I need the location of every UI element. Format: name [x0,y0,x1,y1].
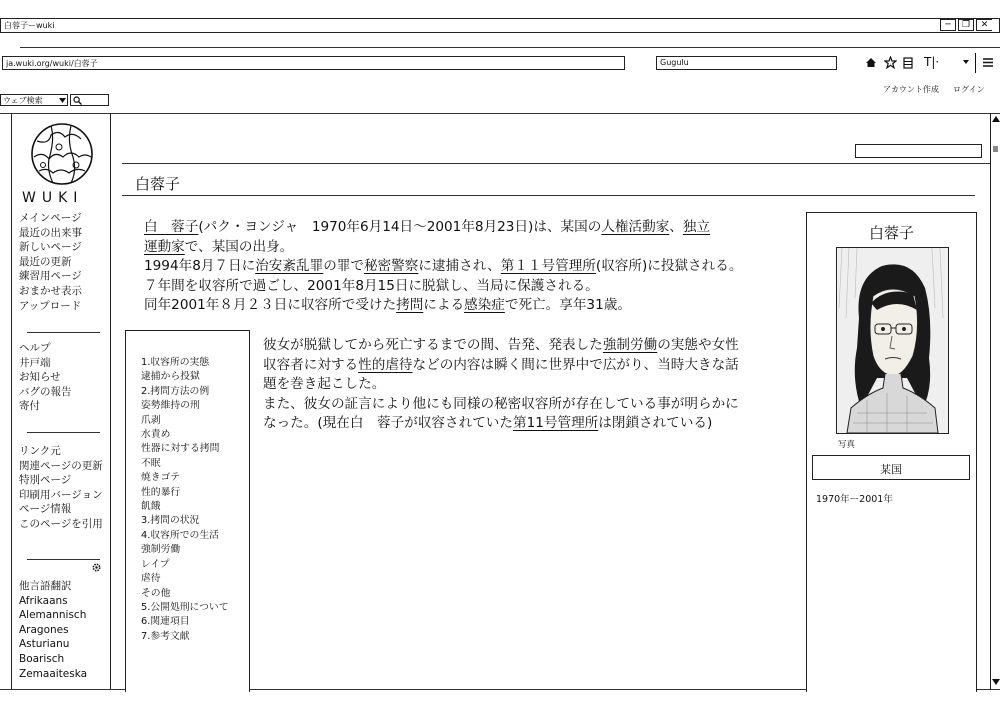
sidebar-item-lang-boarisch[interactable]: Boarisch [19,652,65,665]
toc-item[interactable]: 虐待 [141,573,161,585]
link-human-rights-activist[interactable]: 人権活動家 [601,219,670,235]
infobox [806,212,977,692]
toc-item[interactable]: 1.収容所の実態 [141,357,210,368]
toc-item[interactable]: 焼きゴテ [141,472,181,484]
toc-item[interactable]: 2.拷問方法の例 [141,385,210,397]
toc-item[interactable]: その他 [141,587,171,599]
sidebar-item-printable[interactable]: 印刷用バージョン [19,488,103,501]
link-torture[interactable]: 拷問 [396,297,424,313]
window-title-bar [0,18,1000,33]
infobox-title: 白蓉子 [868,224,914,242]
sidebar-divider [27,432,100,433]
link-camp-11-body[interactable]: 第11号管理所 [513,415,599,431]
search-engine-value: Gugulu [660,58,689,67]
home-icon[interactable] [865,57,877,68]
sidebar-item-village-pump[interactable]: 井戸端 [19,356,51,369]
scroll-up-icon[interactable] [992,116,1000,122]
sidebar-item-what-links-here[interactable]: リンク元 [19,445,61,457]
toc-item[interactable]: レイプ [141,558,170,570]
sidebar-item-notices[interactable]: お知らせ [19,371,61,384]
person-name: 白 蓉子 [144,219,199,235]
web-search-select[interactable] [0,94,68,106]
sidebar-item-donate[interactable]: 寄付 [19,400,40,413]
page-title: 白蓉子 [135,175,181,193]
sidebar-item-new-pages[interactable]: 新しいページ [19,241,82,254]
web-search-select-value: ウェブ検索 [3,96,43,105]
article-intro: 白 蓉子(パク・ヨンジャ 1970年6月14日〜2001年8月23日)は、某国の人権活動家、独立 運動家で、某国の出身。 1994年8月７日に治安紊乱罪の罪で秘密警察に逮捕され、第１１号管理所(収容所)に投獄される。 ７年間を収容所で過ごし、2001年8月15日に脱獄し、当局に保護される。 同年2001年８月２３日に収容所で受けた拷問による感染症で死亡。享年31歳。 [144,218,794,316]
link-forced-labor[interactable]: 強制労働 [602,337,658,353]
link-sexual-abuse[interactable]: 性的虐待 [358,356,413,373]
sidebar-item-languages-heading: 他言語翻訳 [19,580,72,592]
link-infection[interactable]: 感染症 [464,297,505,313]
select-arrow-icon [59,98,66,103]
page-top-border [0,113,1000,114]
close-button[interactable]: ✕ [976,19,992,31]
star-icon[interactable] [884,56,897,69]
sidebar-languages-nav [19,579,87,681]
sidebar-item-cite[interactable]: このページを引用 [19,517,103,530]
scroll-down-icon[interactable] [992,679,1000,685]
toc-item[interactable]: 逮捕から投獄 [141,371,200,383]
create-account-link[interactable]: アカウント作成 [883,85,939,94]
sidebar-item-page-info[interactable]: ページ情報 [19,503,72,516]
sidebar-item-related-changes[interactable]: 関連ページの更新 [19,459,103,472]
photo-caption: 写真 [838,440,856,450]
sidebar-main-nav [19,211,82,313]
scroll-grip-icon [993,146,998,152]
link-independence-activist[interactable]: 独立 [682,219,711,235]
content-left-border [110,113,111,690]
sidebar-item-bug-report[interactable]: バグの報告 [19,385,72,398]
toc-item[interactable]: 性器に対する拷問 [141,443,220,455]
sidebar-item-lang-zemaaiteska[interactable]: Zemaaiteska [19,667,88,680]
maximize-button[interactable]: ❐ [958,19,974,31]
table-of-contents [125,330,250,692]
search-engine-input[interactable] [656,56,837,70]
portrait-drawing [837,248,948,433]
article-body: 彼女が脱獄してから死亡するまでの間、告発、発表した強制労働の実態や女性 収容者に対する性的虐待などの内容は瞬く間に世界中で広がり、当時大きな話 題を巻き起こした。 また、彼女の証言により他にも同様の秘密収容所が存在している事が明らかに なった。(現在白 蓉子が収容されていた第11号管理所は閉鎖されている) [263,336,798,434]
toc-item[interactable]: 6.関連項目 [141,616,190,628]
sidebar-item-lang-afrikaans[interactable]: Afrikaans [19,594,68,607]
toc-item[interactable]: 強制労働 [141,544,181,556]
sidebar-item-special-pages[interactable]: 特別ページ [19,474,72,487]
toc-item[interactable]: 5.公開処刑について [141,601,229,613]
sidebar-item-sandbox[interactable]: 練習用ページ [19,270,82,283]
infobox-years: 1970年ー2001年 [816,494,893,505]
link-independence-activist-cont[interactable]: 運動家 [144,238,185,255]
link-public-order-crime[interactable]: 治安紊乱罪 [255,258,324,274]
web-search-input[interactable] [70,94,109,106]
sidebar-item-upload[interactable]: アップロード [19,299,82,312]
toc-item[interactable]: 性的暴行 [141,486,181,498]
login-link[interactable]: ログイン [953,85,985,94]
link-secret-police[interactable]: 秘密警察 [363,258,419,274]
toc-item[interactable]: 飢餓 [141,501,161,513]
wuki-logo-text: WUKI [22,190,84,206]
url-bar[interactable] [2,56,625,70]
sidebar-left-border [11,113,12,690]
body-line-4: また、彼女の証言により他にも同様の秘密収容所が存在している事が明らかに [263,395,739,412]
intro-line-4: ７年間を収容所で過ごし、2001年8月15日に脱獄し、当局に保護される。 [144,277,599,294]
link-camp-11[interactable]: 第１１号管理所 [500,258,596,274]
sidebar-divider [27,559,100,560]
content-search-input[interactable] [855,144,982,158]
toc-item[interactable]: 不眠 [141,457,161,469]
scrollbar[interactable] [990,113,1000,690]
toc-item[interactable]: 7.参考文献 [141,630,190,642]
portrait-photo [836,247,949,434]
body-line-3: 題を巻き起こした。 [263,376,386,392]
sidebar-help-nav [19,341,72,414]
magnifier-icon[interactable] [73,96,82,105]
reader-icon[interactable] [902,57,914,69]
sidebar-item-lang-aragones[interactable]: Aragones [19,623,69,636]
infobox-country: 某国 [812,455,970,480]
gear-icon[interactable] [92,563,101,572]
toc-item[interactable]: 姿勢維持の刑 [141,400,200,412]
sidebar-divider [27,332,100,333]
toolbar-divider [975,53,976,73]
toc-item[interactable]: 3.拷問の状況 [141,515,200,527]
toc-item[interactable]: 爪剥 [141,414,161,426]
sidebar-tools-nav [19,444,103,532]
sidebar-item-main-page[interactable]: メインページ [19,212,82,224]
window-title: 白蓉子ーwuki [4,21,55,30]
sidebar-item-current-events[interactable]: 最近の出来事 [19,226,82,239]
content-header-line [122,163,990,164]
dropdown-icon[interactable] [962,59,970,65]
sidebar-item-lang-alemannisch[interactable]: Alemannisch [19,609,87,622]
text-size-icon[interactable]: T|· [924,55,940,69]
sidebar-item-lang-asturianu[interactable]: Asturianu [19,638,70,651]
menu-icon[interactable] [982,57,994,68]
sidebar-item-help[interactable]: ヘルプ [19,342,51,354]
sidebar-item-random[interactable]: おまかせ表示 [19,284,82,297]
title-underline [122,195,975,196]
toc-item[interactable]: 水責め [141,429,171,441]
sidebar-item-recent-changes[interactable]: 最近の更新 [19,255,72,268]
url-text: ja.wuki.org/wuki/白蓉子 [6,59,98,68]
minimize-button[interactable]: ─ [940,19,956,31]
toc-item[interactable]: 4.収容所での生活 [141,529,219,541]
tab-divider [20,47,1000,48]
wuki-globe-logo[interactable] [29,121,95,187]
